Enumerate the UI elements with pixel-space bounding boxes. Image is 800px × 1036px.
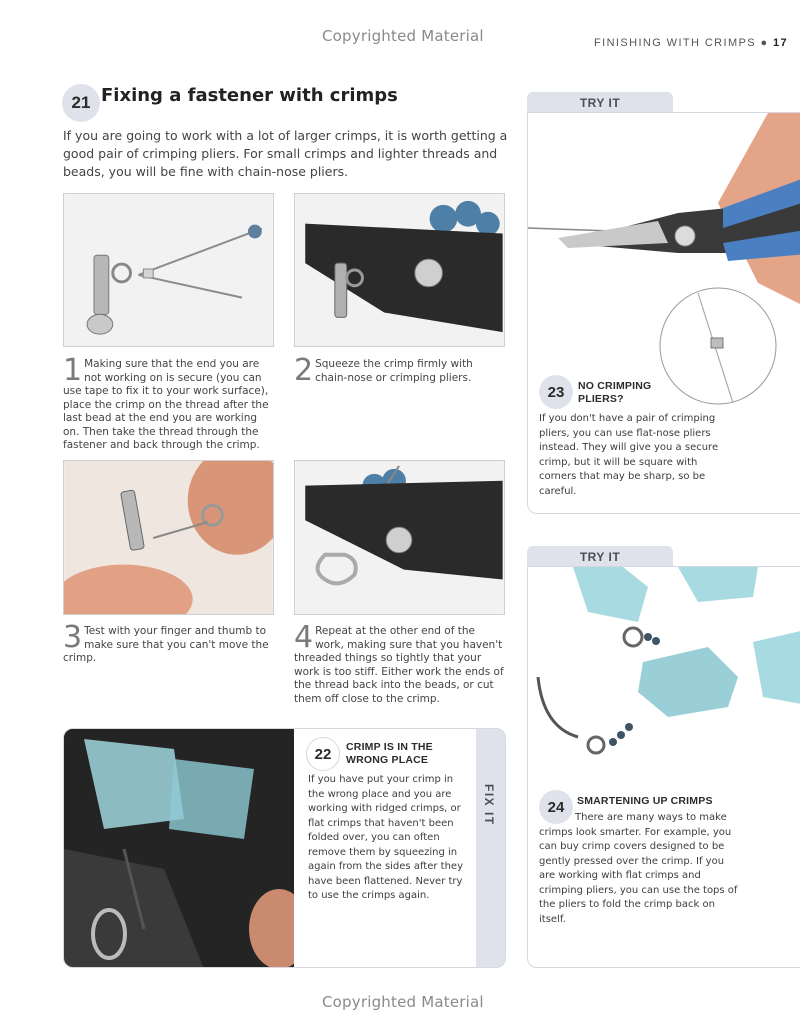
fix-it-title-line-2: WRONG PLACE: [346, 754, 429, 766]
page-number: 17: [773, 37, 789, 49]
section-number-badge: 21: [62, 84, 100, 122]
try-it-1-title-line-2: PLIERS?: [578, 393, 624, 405]
step-3: [63, 620, 275, 666]
step-4: [294, 620, 506, 706]
section-title: Fixing a fastener with crimps: [101, 85, 398, 106]
step-2-number: 2: [294, 353, 314, 388]
fix-it-number-badge: 22: [306, 737, 340, 771]
watermark-bottom: Copyrighted Material: [322, 993, 484, 1011]
step-2-photo: [294, 193, 505, 347]
step-4-text: Repeat at the other end of the work, making sure that you haven't threaded things so tightly that your work is too stiff. Either work the ends of the thread back into the beads, or cut them off close to the crimp.: [294, 625, 504, 705]
step-3-photo: [63, 460, 274, 615]
step-1: [63, 353, 275, 453]
running-head: [594, 37, 788, 49]
step-2: [294, 353, 506, 388]
fix-it-photo: [64, 729, 294, 968]
try-it-2-title: SMARTENING UP CRIMPS: [577, 795, 713, 807]
section-intro: If you are going to work with a lot of larger crimps, it is worth getting a good pair of crimping pliers. For small crimps and lighter threads and beads, you will be fine with chain-nose pliers.: [63, 128, 508, 179]
try-it-1-text: If you don't have a pair of crimping pliers, you can use flat-nose pliers instead. They will give you a secure crimp, but it will be square with corners that may be sharp, so be careful.: [539, 413, 719, 497]
try-it-1-title: [578, 380, 698, 406]
try-it-2-text: There are many ways to make crimps look smarter. For example, you can buy crimp covers designed to be gently pressed over the crimp. If you are working with flat crimps and crimping pliers, you can use the tops of the pliers to fold the crimp back on itself.: [539, 812, 738, 925]
watermark-top: Copyrighted Material: [322, 27, 484, 45]
fix-it-title: [346, 741, 476, 767]
fix-it-title-line-1: CRIMP IS IN THE: [346, 741, 433, 753]
try-it-1-photo: [528, 113, 800, 413]
fix-it-box: [63, 728, 506, 968]
try-it-1-title-line-1: NO CRIMPING: [578, 380, 652, 392]
step-4-number: 4: [294, 620, 314, 655]
running-head-section: FINISHING WITH CRIMPS: [594, 37, 757, 49]
bullet-separator: ●: [760, 37, 769, 49]
fix-it-text: If you have put your crimp in the wrong place and you are working with ridged crimps, or flat crimps that haven't been folded over, you can often remove them by squeezing in again from the sides after they have been flattened. Never try to use the crimps again.: [308, 774, 463, 901]
try-it-tab-1: TRY IT: [527, 92, 673, 114]
step-1-text: Making sure that the end you are not working on is secure (you can use tape to fix it to your work surface), place the crimp on the thread after the last bead at the end you are working on. Then take the thread through the fastener and back through the crimp.: [63, 358, 269, 451]
try-it-1-number-badge: 23: [539, 375, 573, 409]
try-it-2-number-badge: 24: [539, 790, 573, 824]
step-3-number: 3: [63, 620, 83, 655]
step-3-text: Test with your finger and thumb to make sure that you can't move the crimp.: [63, 625, 269, 664]
try-it-tab-2: TRY IT: [527, 546, 673, 568]
step-4-photo: [294, 460, 505, 615]
try-it-2-photo: [528, 567, 800, 782]
step-1-number: 1: [63, 353, 83, 388]
step-2-text: Squeeze the crimp firmly with chain-nose or crimping pliers.: [315, 358, 473, 384]
step-1-photo: [63, 193, 274, 347]
fix-it-label: FIX IT: [482, 784, 496, 826]
